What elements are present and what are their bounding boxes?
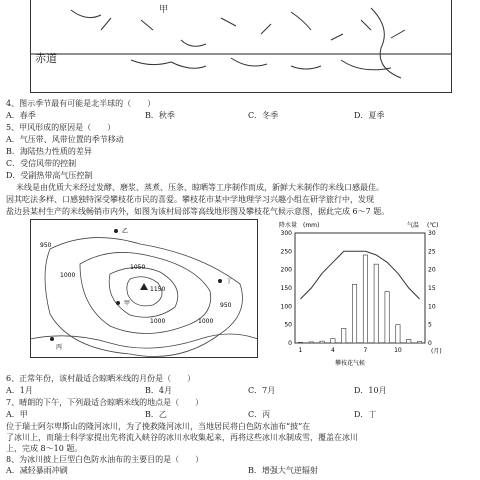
q5-stem: 5、甲风形成的原因是（ ） bbox=[6, 123, 116, 132]
right-axis-unit: (℃) bbox=[427, 222, 439, 229]
q7-option-d: D．丁 bbox=[354, 410, 377, 419]
contour-label-6: 1000 bbox=[198, 318, 214, 325]
point-yi: 乙 bbox=[122, 228, 129, 235]
right-tick-label: 30 bbox=[428, 230, 436, 237]
right-tick-label: 15 bbox=[428, 285, 436, 292]
left-ticks bbox=[281, 230, 293, 347]
contour-label-5: 1000 bbox=[150, 318, 166, 325]
precip-bar bbox=[407, 339, 411, 343]
contour-label-4: 1150 bbox=[150, 286, 166, 293]
contour-valley bbox=[30, 334, 258, 348]
right-ticks bbox=[428, 230, 436, 347]
contour-label-7: 950 bbox=[220, 302, 232, 309]
wind-map-drawing bbox=[31, 0, 451, 92]
q7-stem: 7、晴朗的下午，下列最适合晾晒米线的地点是（ ） bbox=[6, 398, 204, 407]
summit-marker bbox=[140, 283, 148, 290]
point-jia-marker bbox=[116, 301, 120, 305]
point-bing: 丙 bbox=[56, 344, 63, 351]
precip-bar bbox=[298, 342, 302, 343]
q4-option-b: B．秋季 bbox=[145, 111, 175, 120]
q6-option-b: B．4月 bbox=[145, 386, 172, 395]
q7-option-a: A．甲 bbox=[6, 410, 28, 419]
right-tick-label: 5 bbox=[428, 321, 432, 329]
q4-option-a: A．春季 bbox=[6, 111, 36, 120]
x-axis-unit: (月) bbox=[431, 348, 442, 355]
q8-option-a: A．减轻暴雨冲刷 bbox=[6, 466, 68, 475]
contour-950 bbox=[45, 238, 243, 357]
passage2-line-2: 了冰川上，而瑞士科学家提出先将流入峡谷的冰川水收集起来，再将这些冰川水制成雪，覆盖在冰川 bbox=[6, 433, 358, 442]
right-tick-label: 10 bbox=[428, 303, 436, 311]
left-tick-label: 50 bbox=[284, 321, 292, 329]
point-jia-label: 甲 bbox=[159, 5, 169, 15]
x-tick-label: 1 bbox=[298, 347, 303, 354]
q6-option-d: D．10月 bbox=[354, 386, 387, 395]
temperature-curve bbox=[300, 251, 419, 299]
q6-stem: 6、正常年份，该村最适合晾晒米线的月份是（ ） bbox=[6, 374, 196, 383]
x-ticks bbox=[299, 347, 402, 354]
q8-stem: 8、为冰川披上巨型白色防水油布的主要目的是（ ） bbox=[6, 455, 204, 464]
left-axis-unit: (mm) bbox=[303, 222, 320, 229]
point-bing-marker bbox=[50, 337, 54, 341]
right-tick-label: 25 bbox=[428, 248, 436, 256]
point-ding-marker bbox=[218, 279, 222, 283]
precip-bar bbox=[309, 342, 313, 343]
right-tick-label: 20 bbox=[428, 266, 436, 274]
q4-option-c: C．冬季 bbox=[248, 111, 279, 120]
wind-arrows bbox=[71, 10, 405, 46]
point-jia: 甲 bbox=[124, 300, 131, 307]
precip-bar bbox=[342, 328, 346, 343]
precip-bar bbox=[396, 325, 400, 343]
x-tick-label: 4 bbox=[331, 347, 335, 354]
passage1-line-1: 米线是由优质大米经过发酵、磨浆、蒸煮、压条、晾晒等工序制作而成，新鲜大米制作的米线口感最佳。 bbox=[16, 183, 384, 192]
left-axis-title: 降水量 bbox=[279, 222, 298, 229]
climate-chart-svg bbox=[265, 219, 465, 372]
passage1-line-2: 因其吃法多样、口感独特深受攀枝花市民的喜爱。攀枝花市某中学地理学习兴趣小组在研学旅行中，发现 bbox=[6, 195, 374, 204]
precip-bar bbox=[331, 339, 335, 343]
precip-bar bbox=[352, 284, 356, 343]
precip-bars bbox=[298, 255, 422, 343]
contour-label-3: 1050 bbox=[130, 264, 146, 271]
left-tick-label: 200 bbox=[280, 266, 292, 274]
q5-option-c: C．受信风带的控制 bbox=[6, 159, 77, 168]
q6-option-a: A．1月 bbox=[6, 386, 33, 395]
precip-bar bbox=[385, 292, 389, 343]
equator-label: 赤道 bbox=[35, 52, 57, 65]
left-tick-label: 100 bbox=[280, 303, 292, 311]
coastline bbox=[131, 58, 391, 70]
passage2-line-3: 上，完成 8～10 题。 bbox=[6, 444, 83, 453]
q7-option-b: B．乙 bbox=[145, 410, 167, 419]
contour-map-drawing bbox=[30, 219, 258, 358]
left-tick-label: 300 bbox=[280, 230, 292, 237]
precip-bar bbox=[320, 341, 324, 343]
climate-chart bbox=[265, 219, 465, 372]
precip-bar bbox=[374, 264, 378, 343]
q7-option-c: C．丙 bbox=[248, 410, 271, 419]
right-axis-title: 气温 bbox=[407, 222, 420, 229]
passage1-line-3: 盐边县某村生产的米线畅销市内外，如图为该村局部等高线地形图及攀枝花气候示意图，据此完成 6～7 题。 bbox=[6, 207, 390, 216]
contour-map bbox=[30, 219, 258, 358]
contour-1000 bbox=[80, 252, 214, 333]
point-yi-marker bbox=[114, 229, 118, 233]
wind-map bbox=[30, 0, 452, 93]
chart-caption: 攀枝花气候 bbox=[335, 360, 366, 367]
contour-label-1: 950 bbox=[40, 242, 52, 249]
x-tick-label: 7 bbox=[363, 347, 368, 354]
precip-bar bbox=[363, 255, 367, 343]
q8-option-b: B．增强大气逆辐射 bbox=[248, 466, 318, 475]
q6-option-c: C．7月 bbox=[248, 386, 276, 395]
contour-label-2: 1000 bbox=[60, 272, 76, 279]
q4-option-d: D．夏季 bbox=[354, 111, 385, 120]
q4-stem: 4、图示季节最有可能是北半球的（ ） bbox=[6, 99, 156, 108]
left-tick-label: 250 bbox=[280, 248, 292, 256]
landmass-outline bbox=[371, 8, 401, 78]
x-tick-label: 10 bbox=[394, 347, 402, 354]
point-ding: 丁 bbox=[226, 278, 233, 285]
precip-bar bbox=[417, 342, 421, 343]
left-tick-label: 0 bbox=[288, 340, 292, 347]
contour-1050 bbox=[109, 267, 178, 317]
q5-option-a: A．气压带、风带位置的季节移动 bbox=[6, 135, 124, 144]
passage2-line-1: 位于瑞士阿尔卑斯山的隆河冰川，为了挽救隆河冰川，当地居民将白色防水油布“披”在 bbox=[6, 422, 311, 431]
q5-option-d: D．受副热带高气压控制 bbox=[6, 171, 93, 180]
q5-option-b: B．海陆热力性质的差异 bbox=[6, 147, 92, 156]
left-tick-label: 150 bbox=[280, 285, 292, 292]
plot-frame bbox=[295, 233, 425, 343]
right-tick-label: 0 bbox=[428, 340, 432, 347]
